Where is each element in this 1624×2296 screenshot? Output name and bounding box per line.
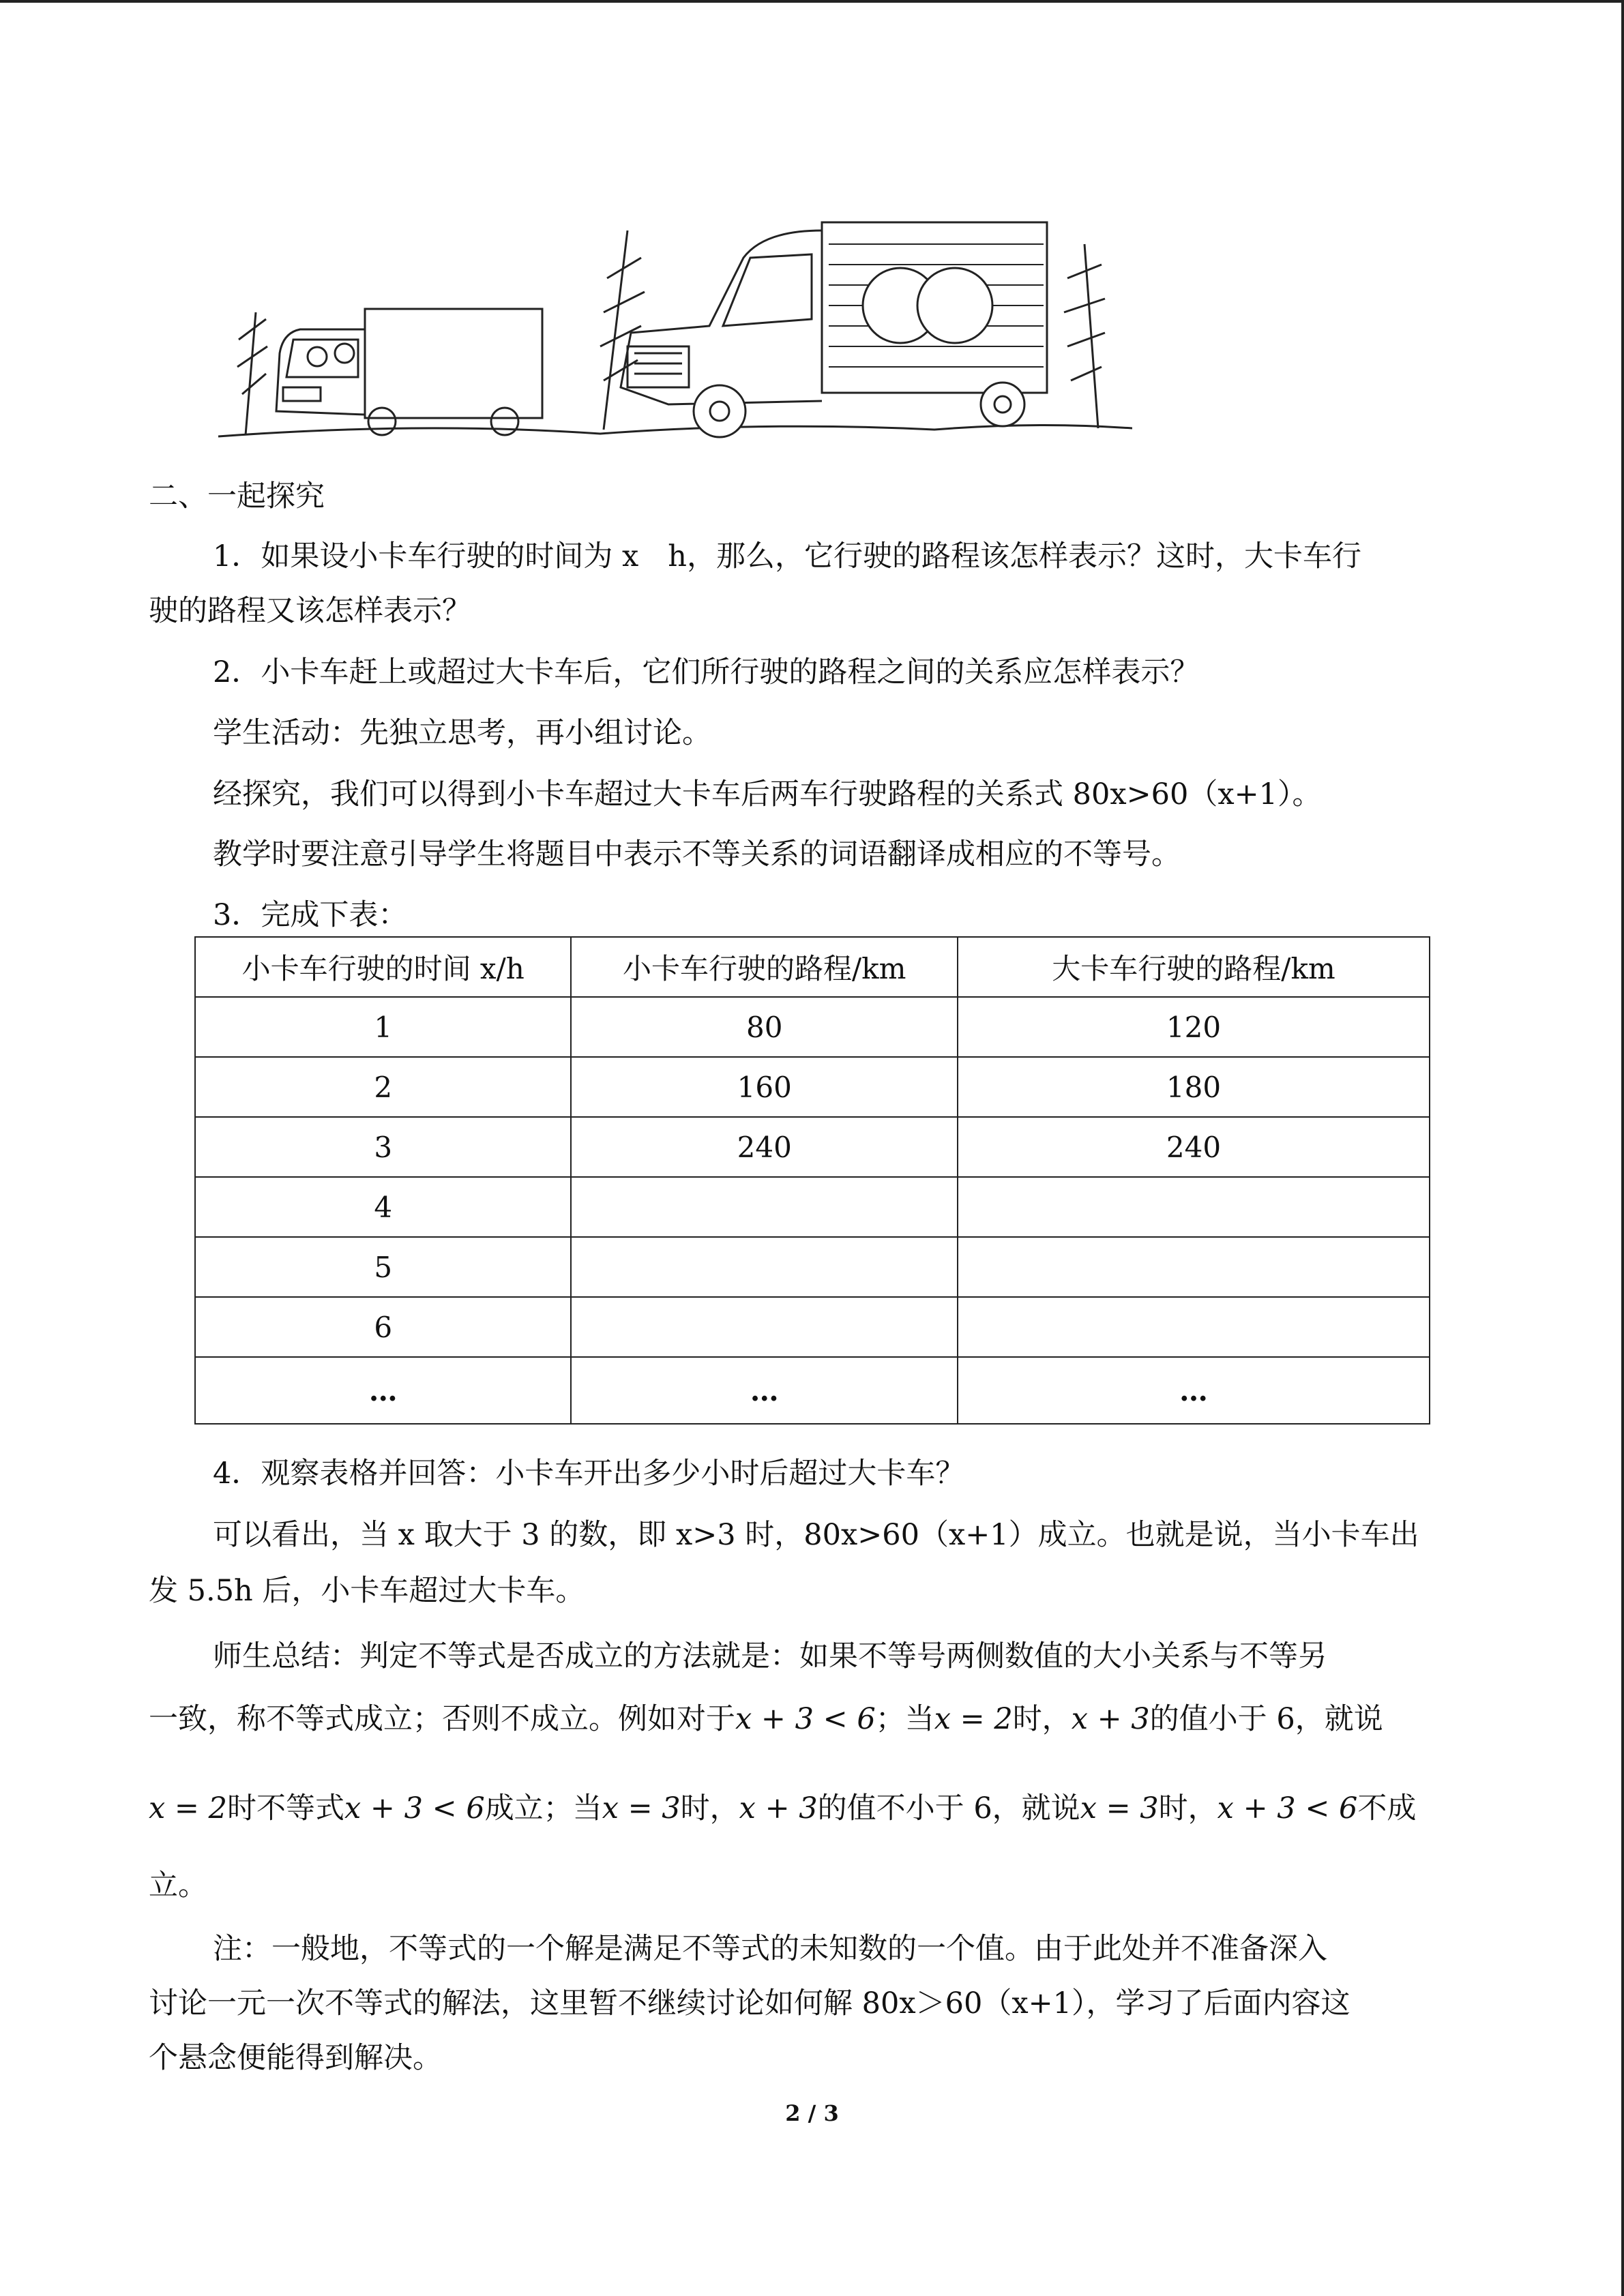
- big-truck: [621, 222, 1047, 437]
- table-cell: 120: [958, 997, 1430, 1057]
- summary-text: 时不等式: [226, 1791, 344, 1825]
- note-line-1: 注：一般地，不等式的一个解是满足不等式的未知数的一个值。由于此处并不准备深入: [213, 1932, 1327, 1966]
- answer-line-2: 发 5.5h 后，小卡车超过大卡车。: [149, 1574, 585, 1608]
- note-line-2: 讨论一元一次不等式的解法，这里暂不继续讨论如何解 80x＞60（x+1），学习了后面内容这: [149, 1986, 1350, 2021]
- math-expression: x = 2: [149, 1791, 227, 1825]
- table-cell: 160: [571, 1057, 958, 1117]
- table-header-row: [195, 937, 1430, 997]
- table-row: [195, 1357, 1430, 1424]
- note-line-3: 个悬念便能得到解决。: [149, 2041, 442, 2075]
- section-title: 二、一起探究: [149, 479, 325, 513]
- math-expression: x + 3 < 6: [1217, 1791, 1358, 1825]
- math-expression: x = 3: [1080, 1791, 1159, 1825]
- table-header: 大卡车行驶的路程/km: [958, 937, 1430, 997]
- table-row: [195, 1177, 1430, 1237]
- table-cell: 4: [195, 1177, 571, 1237]
- page-number: 2 / 3: [785, 2100, 839, 2126]
- trucks-illustration: [218, 217, 1132, 442]
- summary-text: 不成: [1357, 1791, 1417, 1825]
- table-header: 小卡车行驶的时间 x/h: [195, 937, 571, 997]
- summary-text: 时，: [1012, 1702, 1072, 1736]
- table-cell: 240: [571, 1117, 958, 1177]
- table-cell: 180: [958, 1057, 1430, 1117]
- math-expression: x + 3: [1071, 1702, 1150, 1736]
- table-cell: [571, 1237, 958, 1297]
- table-cell: …: [958, 1357, 1430, 1424]
- answer-line-1: 可以看出，当 x 取大于 3 的数，即 x>3 时，80x>60（x+1）成立。也就是说，当小卡车出: [213, 1518, 1419, 1552]
- summary-text: 成立；当: [484, 1791, 602, 1825]
- table-cell: [958, 1297, 1430, 1357]
- teaching-note: 教学时要注意引导学生将题目中表示不等关系的词语翻译成相应的不等号。: [213, 837, 1181, 871]
- table-row: [195, 1297, 1430, 1357]
- table-row: [195, 1057, 1430, 1117]
- table-header: 小卡车行驶的路程/km: [571, 937, 958, 997]
- table-row: [195, 997, 1430, 1057]
- table-cell: 5: [195, 1237, 571, 1297]
- question-4: 4．观察表格并回答：小卡车开出多少小时后超过大卡车？: [213, 1457, 965, 1491]
- summary-text: 的值小于 6，就说: [1149, 1702, 1383, 1736]
- table-cell: [958, 1177, 1430, 1237]
- table-row: [195, 1117, 1430, 1177]
- summary-text: ；当: [875, 1702, 934, 1736]
- question-1-line-1: 1．如果设小卡车行驶的时间为 x h，那么，它行驶的路程该怎样表示？这时，大卡车行: [213, 539, 1361, 573]
- small-truck: [276, 309, 542, 435]
- table-cell: 1: [195, 997, 571, 1057]
- table-cell: [958, 1237, 1430, 1297]
- table-cell: …: [195, 1357, 571, 1424]
- table-cell: 80: [571, 997, 958, 1057]
- math-expression: x = 2: [934, 1702, 1013, 1736]
- question-1-line-2: 驶的路程又该怎样表示？: [149, 594, 471, 628]
- table-cell: [571, 1297, 958, 1357]
- math-expression: x + 3 < 6: [344, 1791, 485, 1825]
- summary-text: 时，: [680, 1791, 739, 1825]
- math-expression: x + 3: [739, 1791, 818, 1825]
- table-cell: …: [571, 1357, 958, 1424]
- summary-line-4: 立。: [149, 1868, 207, 1903]
- distance-table: [194, 936, 1430, 1425]
- summary-text: 一致，称不等式成立；否则不成立。例如对于: [149, 1702, 735, 1736]
- summary-line-1: 师生总结：判定不等式是否成立的方法就是：如果不等号两侧数值的大小关系与不等另: [213, 1639, 1327, 1673]
- student-activity: 学生活动：先独立思考，再小组讨论。: [213, 716, 711, 750]
- summary-line-3: [149, 1781, 1486, 1836]
- top-border: [0, 0, 1624, 3]
- summary-text: 时，: [1158, 1791, 1217, 1825]
- question-3: 3．完成下表：: [213, 898, 408, 932]
- right-border: [1621, 0, 1624, 2296]
- math-expression: x = 3: [602, 1791, 681, 1825]
- table-cell: 2: [195, 1057, 571, 1117]
- summary-text: 的值不小于 6，就说: [817, 1791, 1080, 1825]
- exploration-result: 经探究，我们可以得到小卡车超过大卡车后两车行驶路程的关系式 80x>60（x+1）。: [213, 777, 1322, 811]
- question-2: 2．小卡车赶上或超过大卡车后，它们所行驶的路程之间的关系应怎样表示？: [213, 655, 1200, 689]
- table-cell: [571, 1177, 958, 1237]
- table-cell: 240: [958, 1117, 1430, 1177]
- table-cell: 6: [195, 1297, 571, 1357]
- summary-line-2: [149, 1692, 1486, 1746]
- table-cell: 3: [195, 1117, 571, 1177]
- table-row: [195, 1237, 1430, 1297]
- math-expression: x + 3 < 6: [735, 1702, 876, 1736]
